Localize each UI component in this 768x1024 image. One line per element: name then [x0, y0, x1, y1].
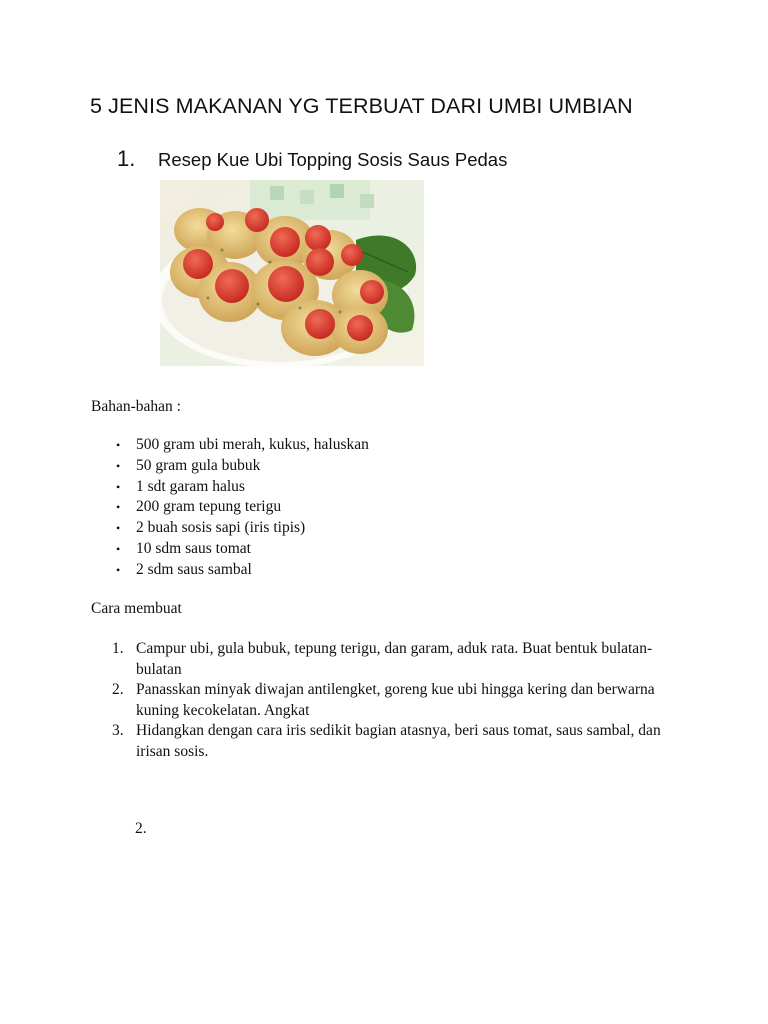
step-item [0, 639, 768, 680]
recipe-heading [117, 146, 507, 172]
step-item [0, 721, 768, 762]
recipe-number: 1. [117, 146, 136, 171]
bullet-icon: • [116, 479, 121, 494]
recipe-photo [160, 180, 424, 366]
bullet-icon: • [116, 458, 121, 473]
bullet-icon: • [116, 521, 121, 536]
step-number: 3. [112, 722, 124, 739]
bullet-icon: • [116, 438, 121, 452]
bullet-icon: • [116, 500, 121, 515]
document-page: 5 JENIS MAKANAN YG TERBUAT DARI UMBI UMBIAN 1. Resep Kue Ubi Topping Sosis Saus Pedas Bahan-bahan : • 500 gram ubi merah, kukus, haluskan • 50 gram gula bubuk • 1 sdt garam halus • 200 gram tepung terigu • 2 buah sosis sapi (iris tipis) • 10 sdm saus tomat • 2 sdm saus sambal Cara membuat 1. Campur ubi, gula bubuk, tepung terigu, dan garam, aduk rata. Buat bentuk bulatan-bulatan 2. Panasskan minyak diwajan antilengket, goreng kue ubi hingga kering dan berwarna kuning kecokelatan. Angkat 3. Hidangkan dengan cara iris sedikit bagian atasnya, beri saus tomat, saus sambal, dan irisan sosis. 2. [0, 0, 768, 1024]
bullet-icon: • [116, 541, 121, 556]
step-number: 2. [112, 681, 124, 698]
document-title: 5 JENIS MAKANAN YG TERBUAT DARI UMBI UMBIAN [90, 94, 633, 118]
step-text: Hidangkan dengan cara iris sedikit bagian atasnya, beri saus tomat, saus sambal, dan irisan sosis. [136, 722, 661, 760]
step-item [0, 680, 768, 721]
sweet-potato-cake-illustration [160, 180, 424, 366]
method-label: Cara membuat [91, 600, 182, 617]
method-steps [0, 639, 768, 762]
bullet-icon: • [116, 562, 121, 577]
ingredients-label: Bahan-bahan : [91, 398, 181, 415]
step-number: 1. [112, 640, 124, 657]
step-text: Panasskan minyak diwajan antilengket, goreng kue ubi hingga kering dan berwarna kuning kecokelatan. Angkat [136, 681, 655, 719]
recipe-title: Resep Kue Ubi Topping Sosis Saus Pedas [158, 149, 508, 170]
step-text: Campur ubi, gula bubuk, tepung terigu, dan garam, aduk rata. Buat bentuk bulatan-bulatan [136, 640, 653, 678]
next-section-number: 2. [135, 820, 147, 837]
